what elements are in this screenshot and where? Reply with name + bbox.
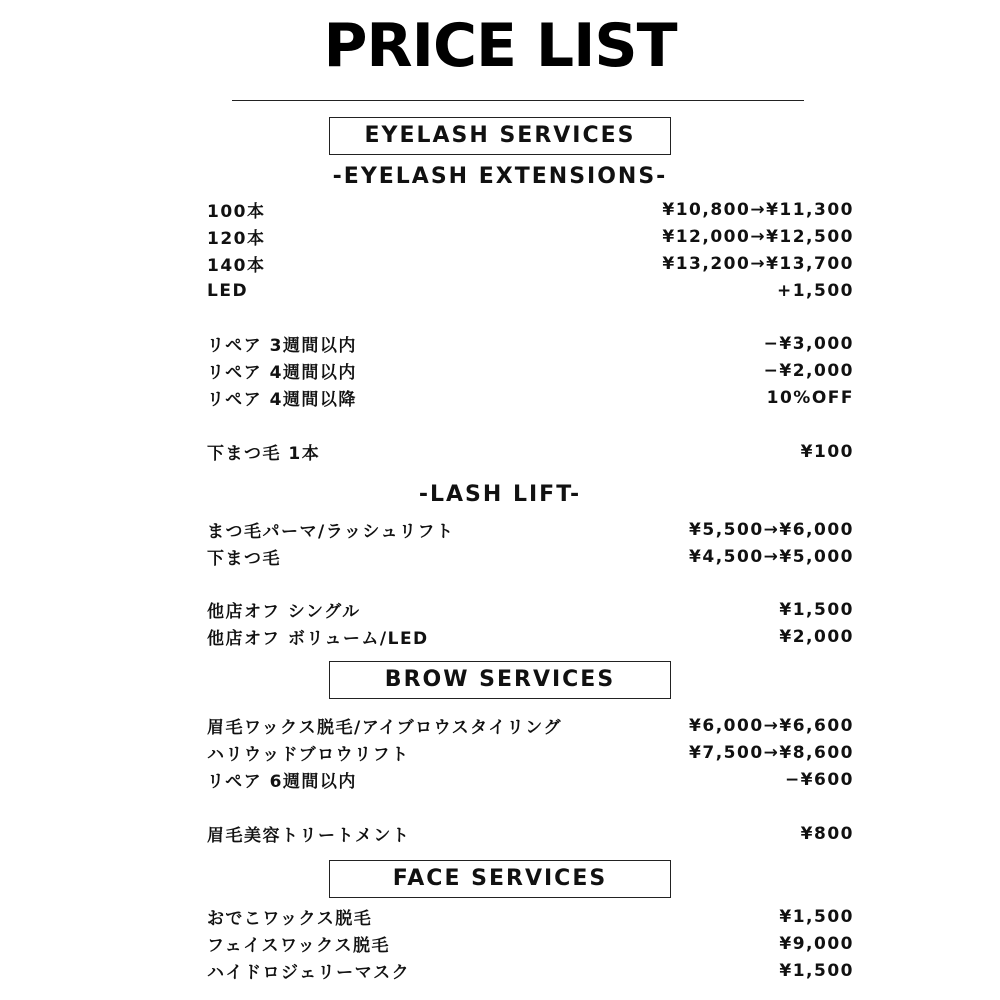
item-name: リペア 6週間以内 (207, 772, 357, 792)
item-name: 140本 (207, 256, 266, 276)
price-row (207, 516, 854, 543)
item-price: ¥7,500→¥8,600 (689, 742, 854, 763)
section-heading-brow: BROW SERVICES (329, 661, 671, 699)
item-name: 下まつ毛 (207, 549, 281, 569)
price-row (207, 277, 854, 304)
item-price: ¥10,800→¥11,300 (662, 199, 854, 220)
item-price: ¥1,500 (779, 906, 854, 927)
item-price: ¥6,000→¥6,600 (689, 715, 854, 736)
item-price: +1,500 (776, 280, 854, 301)
price-row (207, 930, 854, 957)
item-price: ¥800 (800, 823, 854, 844)
section-heading-eyelash: EYELASH SERVICES (329, 117, 671, 155)
item-name: ハイドロジェリーマスク (207, 963, 411, 983)
price-row (207, 384, 854, 411)
item-name: フェイスワックス脱毛 (207, 936, 390, 956)
price-row (207, 438, 854, 465)
price-row (207, 957, 854, 984)
price-row (207, 596, 854, 623)
item-name: 眉毛美容トリートメント (207, 826, 411, 846)
item-name: リペア 3週間以内 (207, 336, 357, 356)
item-name: おでこワックス脱毛 (207, 909, 373, 929)
item-price: −¥600 (784, 769, 854, 790)
price-row (207, 196, 854, 223)
price-row (207, 903, 854, 930)
item-name: リペア 4週間以降 (207, 390, 357, 410)
price-row (207, 223, 854, 250)
item-name: リペア 4週間以内 (207, 363, 357, 383)
item-name: 100本 (207, 202, 266, 222)
item-name: 下まつ毛 1本 (207, 444, 321, 464)
price-row (207, 357, 854, 384)
price-row (207, 623, 854, 650)
item-price: −¥3,000 (763, 333, 854, 354)
subheading-lash-lift: -LASH LIFT- (418, 482, 582, 507)
item-price: ¥100 (800, 441, 854, 462)
price-row (207, 712, 854, 739)
price-row (207, 820, 854, 847)
item-name: LED (207, 280, 249, 301)
item-price: ¥1,500 (779, 599, 854, 620)
section-heading-face: FACE SERVICES (329, 860, 671, 898)
item-price: ¥12,000→¥12,500 (662, 226, 854, 247)
item-price: ¥5,500→¥6,000 (689, 519, 854, 540)
price-row (207, 543, 854, 570)
page-title: PRICE LIST (323, 11, 677, 81)
item-name: 120本 (207, 229, 266, 249)
price-row (207, 739, 854, 766)
price-row (207, 766, 854, 793)
item-price: ¥13,200→¥13,700 (662, 253, 854, 274)
title-divider (232, 100, 804, 101)
item-name: ハリウッドブロウリフト (207, 745, 410, 765)
price-row (207, 330, 854, 357)
subheading-eyelash-extensions: -EYELASH EXTENSIONS- (332, 164, 668, 189)
item-price: −¥2,000 (763, 360, 854, 381)
price-row (207, 250, 854, 277)
item-price: ¥1,500 (779, 960, 854, 981)
item-price: ¥4,500→¥5,000 (689, 546, 854, 567)
item-price: ¥2,000 (779, 626, 854, 647)
item-name: まつ毛パーマ/ラッシュリフト (207, 522, 455, 542)
item-name: 他店オフ シングル (207, 602, 361, 622)
item-price: ¥9,000 (779, 933, 854, 954)
item-name: 他店オフ ボリューム/LED (207, 629, 429, 649)
item-name: 眉毛ワックス脱毛/アイブロウスタイリング (207, 718, 562, 738)
item-price: 10%OFF (766, 387, 854, 408)
